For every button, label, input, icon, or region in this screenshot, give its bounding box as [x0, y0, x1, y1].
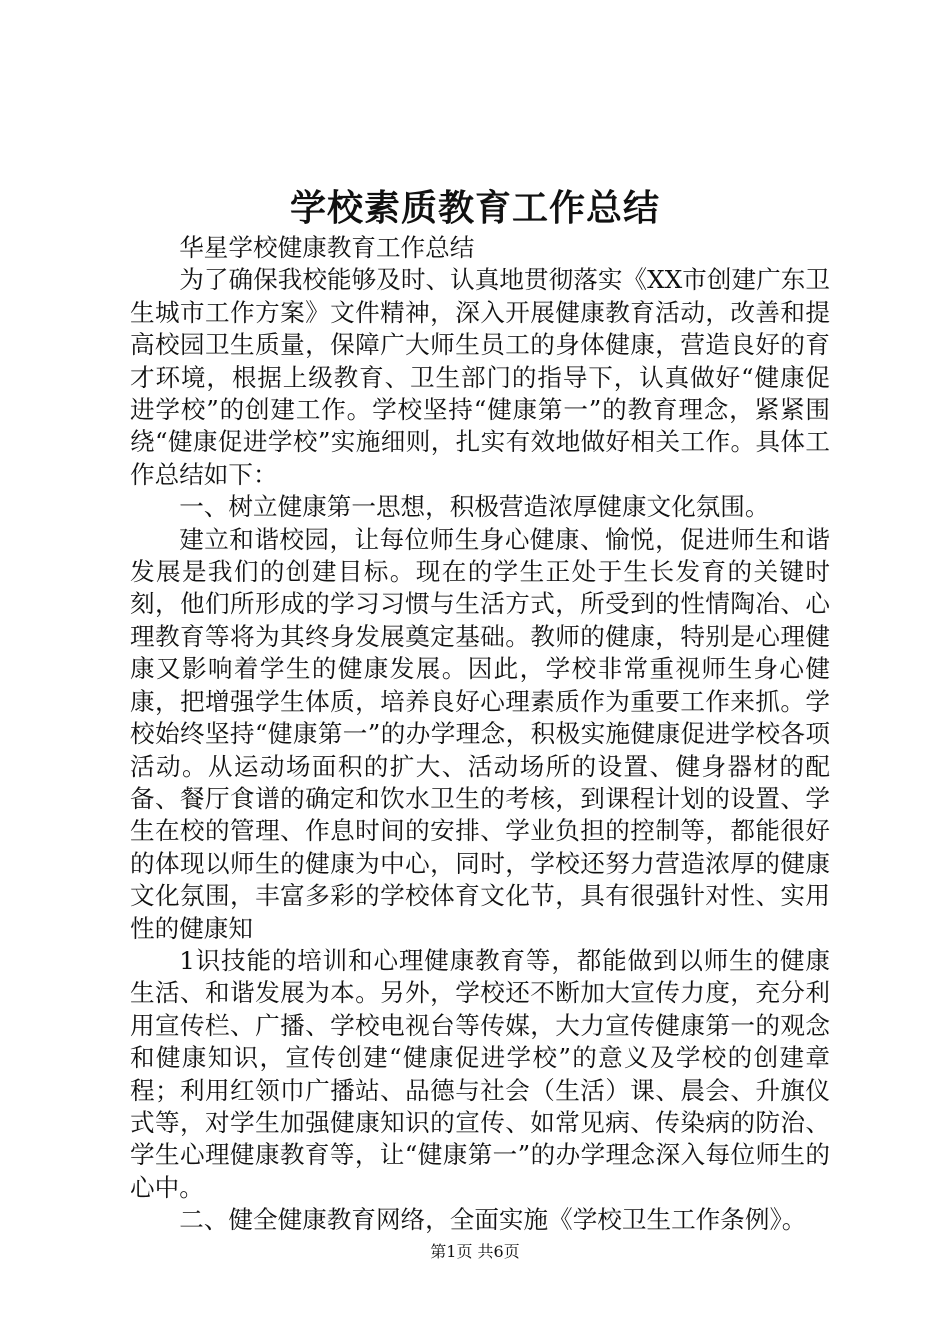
paragraph-section-1-continued: 1识技能的培训和心理健康教育等，都能做到以师生的健康生活、和谐发展为本。另外，学校还不断加大宣传力度，充分利用宣传栏、广播、学校电视台等传媒，大力宣传健康第一的观念和健康知识，宣传创建“健康促进学校”的意义及学校的创建章程；利用红领巾广播站、品德与社会（生活）课、晨会、升旗仪式等，对学生加强健康知识的宣传、如常见病、传染病的防治、学生心理健康教育等，让“健康第一”的办学理念深入每位师生的心中。 — [130, 945, 830, 1202]
paragraph-section-1: 建立和谐校园，让每位师生身心健康、愉悦，促进师生和谐发展是我们的创建目标。现在的学生正处于生长发育的关键时刻，他们所形成的学习习惯与生活方式，所受到的性情陶冶、心理教育等将为其终身发展奠定基础。教师的健康，特别是心理健康又影响着学生的健康发展。因此，学校非常重视师生身心健康，把增强学生体质，培养良好心理素质作为重要工作来抓。学校始终坚持“健康第一”的办学理念，积极实施健康促进学校各项活动。从运动场面积的扩大、活动场所的设置、健身器材的配备、餐厅食谱的确定和饮水卫生的考核，到课程计划的设置、学生在校的管理、作息时间的安排、学业负担的控制等，都能很好的体现以师生的健康为中心，同时，学校还努力营造浓厚的健康文化氛围，丰富多彩的学校体育文化节，具有很强针对性、实用性的健康知 — [130, 524, 830, 943]
section-heading-1: 一、树立健康第一思想，积极营造浓厚健康文化氛围。 — [179, 492, 770, 522]
paragraph-intro: 为了确保我校能够及时、认真地贯彻落实《XX市创建广东卫生城市工作方案》文件精神，深入开展健康教育活动，改善和提高校园卫生质量，保障广大师生员工的身体健康，营造良好的育才环境，根据上级教育、卫生部门的指导下，认真做好“健康促进学校”的创建工作。学校坚持“健康第一”的教育理念，紧紧围绕“健康促进学校”实施细则，扎实有效地做好相关工作。具体工作总结如下： — [130, 265, 830, 489]
section-heading-2: 二、健全健康教育网络，全面实施《学校卫生工作条例》。 — [179, 1205, 807, 1235]
document-subtitle: 华星学校健康教育工作总结 — [179, 233, 475, 262]
document-body — [130, 232, 830, 1237]
page-number-footer: 第1页 共6页 — [430, 1242, 520, 1261]
document-title: 学校素质教育工作总结 — [289, 187, 660, 229]
